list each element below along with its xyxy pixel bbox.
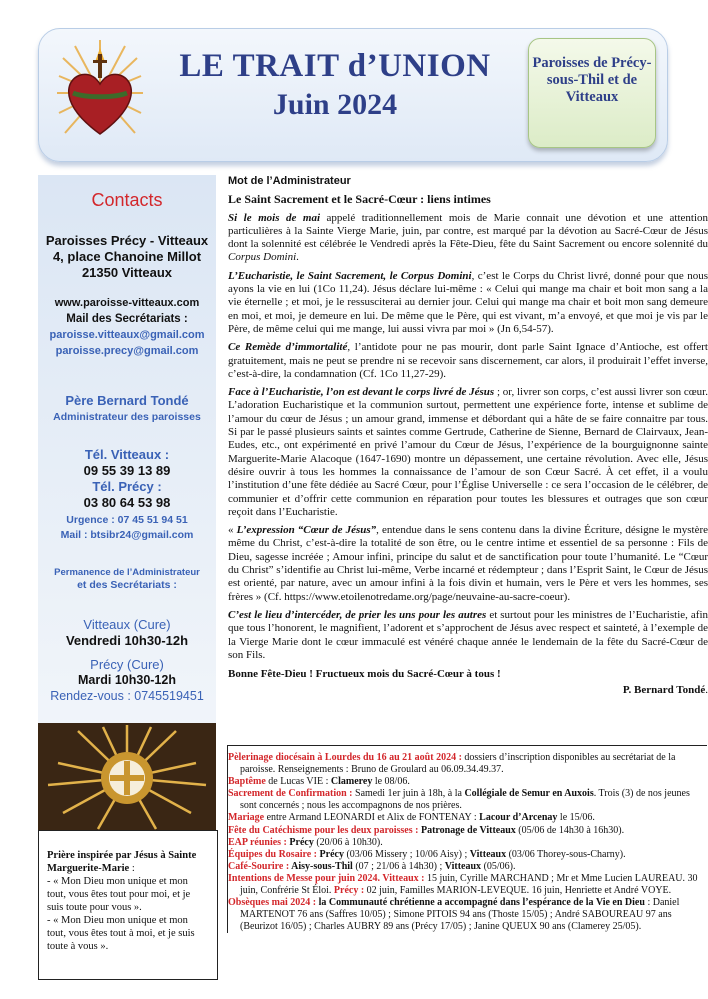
- urgence-phone[interactable]: Urgence : 07 45 51 94 51: [66, 514, 188, 526]
- paragraph-text: , entendue dans le sens contenu dans la divine Écriture, désigne le mystère même du Christ, c’est-à-dire la totalité de son être, ou le centre intime et essentiel de sa personne : Fils de Dieu, sagesse incréée ; Amour infini, principe du salut et de sanctification pour toute l’humanité. Le “Cœur du Christ” s’identifie au Christ lui-même, Verbe incarné et rédempteur ; dans l’Esprit Saint, le Cœur de Jésus est orienté, par nature, avec un amour infini à la fois divin et humain, vers le Père et vers les hommes, ses frères » (Cf. https://www.etoilenotredame.org/page/neuvaine-au-sacre-coeur).: [228, 524, 708, 603]
- notice-end: (03/06 Thorey-sous-Charny).: [506, 848, 626, 860]
- notice-end: . Trois (3) de nos jeunes sont concernés ; nous les accompagnons de nos prières.: [240, 788, 690, 812]
- article-paragraph: [228, 212, 708, 265]
- paragraph-text: et surtout pour les ministres de l’Eucharistie, afin que tous l’honorent, le magnifient, l’adorent et s’approchent de Jésus avec respect et sainteté, à l’exemple de la Vierge Marie dont le cœur immaculé est vénéré chaque année le lendemain de la fête du Sacré-Cœur de son Fils.: [228, 608, 708, 661]
- paragraph-lead: Ce Remède d’immortalité: [228, 341, 348, 354]
- notice-label: Baptême: [228, 776, 266, 788]
- notice-end: 02 juin, Familles MARION-LEVEQUE. 16 juin, Henriette et André VOYE.: [364, 885, 672, 897]
- notice-item: [228, 788, 703, 812]
- notice-item: [228, 837, 703, 849]
- article-paragraph: [228, 386, 708, 519]
- prayer-box: [38, 830, 218, 980]
- notice-item: [228, 861, 703, 873]
- notice-label: Café-Sourire :: [228, 860, 290, 872]
- tel-precy-label: Tél. Précy :: [92, 479, 162, 494]
- parishes-box: [528, 38, 656, 148]
- monstrance-icon: [38, 723, 216, 833]
- notice-label: Pèlerinage diocésain à Lourdes du 16 au 21 août 2024 :: [228, 752, 462, 763]
- precy-hours: Mardi 10h30-12h: [78, 673, 176, 687]
- paragraph-text: , l’antidote pour ne pas mourir, dont parle Saint Ignace d’Antioche, est offert gratuitement, mais ne peut se prendre ni se recevoir sans discernement, car alors, il produirait l’effet inverse, c’est-à-dire, la condamnation (Cf. 1Co 11,27-29).: [228, 341, 708, 380]
- notice-item: [228, 825, 703, 837]
- notice-place: Précy: [286, 836, 314, 848]
- notice-text: entre Armand LEONARDI et Alix de FONTENAY :: [264, 812, 480, 824]
- article-paragraph: [228, 609, 708, 662]
- notice-place: Vitteaux: [469, 848, 507, 860]
- notice-text: (07 ; 21/06 à 14h30) ;: [352, 860, 445, 872]
- notice-end: (20/06 à 10h30).: [313, 836, 383, 848]
- paragraph-italic: Corpus Domini: [228, 251, 297, 264]
- notice-text: 15 juin, Cyrille MARCHAND ; Mr et Mme Lucien LAUREAU. 30 juin, Confrérie St Éloi.: [240, 872, 698, 897]
- notice-place: Vitteaux: [444, 860, 482, 872]
- newsletter-title: LE TRAIT d’UNION: [179, 48, 491, 84]
- closing-line: Bonne Fête-Dieu ! Fructueux mois du Sacré-Cœur à tous !: [228, 668, 501, 681]
- notice-item: [228, 776, 703, 788]
- article-heading: Mot de l’Administrateur: [228, 175, 351, 187]
- priest-email[interactable]: Mail : btsibr24@gmail.com: [60, 529, 194, 541]
- notice-text: (03/06 Missery ; 10/06 Aisy) ;: [343, 848, 470, 860]
- notice-label: Obsèques mai 2024 :: [228, 897, 317, 909]
- notice-item: [228, 897, 703, 933]
- notice-end: (05/06).: [481, 860, 516, 872]
- paragraph-lead: Face à l’Eucharistie, l’on est devant le corps livré de Jésus: [228, 386, 495, 399]
- prayer-title-text: Prière inspirée par Jésus à Sainte Marguerite-Marie: [47, 850, 197, 874]
- paragraph-lead: L’Eucharistie, le Saint Sacrement, le Corpus Domini: [228, 269, 472, 282]
- contact-address: [38, 233, 216, 281]
- article-title: Le Saint Sacrement et le Sacré-Cœur : liens intimes: [228, 192, 491, 207]
- article-paragraph: [228, 341, 708, 381]
- signature-end: .: [705, 684, 708, 697]
- signature: [228, 684, 708, 697]
- rendezvous-phone[interactable]: Rendez-vous : 0745519451: [50, 689, 204, 703]
- paragraph-lead: L’expression “Cœur de Jésus”: [236, 524, 377, 537]
- article-paragraph: [228, 524, 708, 604]
- prayer-line-2: - « Mon Dieu mon unique et mon tout, vous êtes tout à moi, et je suis toute à vous ».: [47, 915, 195, 952]
- notice-item: [228, 873, 703, 897]
- notice-label: Précy :: [333, 885, 365, 897]
- org-name: Paroisses Précy - Vitteaux: [45, 233, 209, 248]
- website-link[interactable]: www.paroisse-vitteaux.com: [54, 297, 200, 309]
- notice-text: de Lucas VIE :: [265, 776, 331, 788]
- notice-end: le 08/06.: [372, 776, 410, 788]
- paragraph-end: .: [296, 251, 299, 264]
- notice-end: (05/06 de 14h30 à 16h30).: [515, 824, 625, 836]
- notice-item: [228, 849, 703, 861]
- notice-label: Fête du Catéchisme pour les deux paroisses :: [228, 824, 419, 836]
- notice-label: Équipes du Rosaire :: [228, 848, 318, 860]
- tel-precy[interactable]: 03 80 64 53 98: [83, 495, 171, 510]
- signature-name: P. Bernard Tondé: [622, 684, 706, 697]
- article: [228, 175, 708, 698]
- notice-place: Aisy-sous-Thil: [289, 860, 353, 872]
- paragraph-lead: C’est le lieu d’intercéder, de prier les uns pour les autres: [228, 608, 487, 621]
- parishes-label: Paroisses de Précy-sous-Thil et de Vitteaux: [532, 55, 652, 105]
- notice-item: [228, 812, 703, 824]
- notice-place: Clamerey: [330, 776, 373, 788]
- notice-label: Mariage: [228, 812, 265, 824]
- vitteaux-cure: Vitteaux (Cure): [83, 617, 171, 632]
- notice-end: le 15/06.: [557, 812, 595, 824]
- notice-end: : Daniel MARTENOT 76 ans (Saffres 10/05) ; Simone PITOIS 94 ans (Thoste 15/05) ; André SABOUREAU 97 ans (Beurizot 16/05) ; Charles AUBRY 89 ans (Précy 17/05) ; Janine QUEUX 90 ans (Clamerey 25/05).: [240, 897, 680, 933]
- notice-label: EAP réunies :: [228, 836, 287, 848]
- paragraph-quote-open: «: [228, 524, 237, 537]
- notice-place: Lacour d’Arcenay: [479, 812, 558, 824]
- permanence-line-1: Permanence de l’Administrateur: [54, 567, 200, 578]
- mail-title: Mail des Secrétariats :: [66, 313, 188, 325]
- permanence-line-2: et des Secrétariats :: [77, 579, 177, 591]
- prayer-title-suffix: :: [129, 863, 135, 874]
- notice-text: Samedi 1er juin à 18h, à la: [352, 788, 465, 800]
- notices-box: [227, 745, 707, 933]
- article-paragraph: [228, 270, 708, 336]
- notice-place: Collégiale de Semur en Auxois: [464, 788, 594, 800]
- priest-name: Père Bernard Tondé: [65, 393, 189, 408]
- address-line-1: 4, place Chanoine Millot: [52, 249, 202, 264]
- notice-place: Patronage de Vitteaux: [418, 824, 516, 836]
- priest-role: Administrateur des paroisses: [53, 411, 201, 423]
- prayer-title: [47, 849, 209, 875]
- paragraph-text: ; or, livrer son corps, c’est aussi livrer son cœur. L’adoration Eucharistique et la communion surtout, permettent une expérience forte, intense et sublime de l’amour du cœur de Jésus ; un amour grand, immense et débordant qui a hâte de se faire connaitre par tous. Si par le passé plusieurs saints et saintes comme Gertrude, Catherine de Sienne, Bernard de Clairvaux, Jean-Eudes, etc., ont expérimenté en privé l’amour du Cœur de Jésus, l’expérience de la bourguignonne sainte Marguerite-Marie Alacoque (1647-1690) montre un dépassement, une certaine révolution. Avec elle, Jésus désire ouvrir à tous les hommes la connaissance de l’amour de son Cœur Sacré. À cet effet, il a voulu l’institution d’une fête dédiée au Sacré Cœur, pour l’Église Universelle : ce sera l’occasion de le célébrer, de communier et d’offrir cette communion en réparation pour toutes les blessures et outrages que son cœur reçoit dans l’Eucharistie.: [228, 386, 708, 518]
- email-precy[interactable]: paroisse.precy@gmail.com: [55, 345, 199, 357]
- precy-cure: Précy (Cure): [90, 657, 164, 672]
- email-vitteaux[interactable]: paroisse.vitteaux@gmail.com: [49, 329, 205, 341]
- tel-vitteaux[interactable]: 09 55 39 13 89: [83, 463, 171, 478]
- tel-vitteaux-label: Tél. Vitteaux :: [84, 447, 170, 462]
- address-line-2: 21350 Vitteaux: [81, 265, 173, 280]
- sacred-heart-icon: [55, 38, 145, 142]
- notice-place: la Communauté chrétienne a accompagné dans l’espérance de la Vie en Dieu: [316, 897, 645, 909]
- contacts-title: Contacts: [91, 190, 163, 210]
- prayer-line-1: - « Mon Dieu mon unique et mon tout, vous êtes tout pour moi, et je suis toute pour vous ».: [47, 876, 191, 913]
- notice-text: dossiers d’inscription disponibles au secrétariat de la paroisse. Renseignements : Bruno de Groulard au 06.09.34.49.37.: [240, 752, 676, 776]
- paragraph-text: , c’est le Corps du Christ livré, donné pour que nous ayons la vie en lui (1Co 11,24). Jésus déclare lui-même : « Celui qui mange ma chair et boit mon sang a la vie éternelle ; et moi, je le ressusciterai au dernier jour. Celui qui mange ma chair et boit mon sang demeure en moi, et moi, je demeure en lui. De même que le Père, qui est vivant, m’a envoyé, et que moi je vis par le Père, de même celui qui me mange, lui aussi vivra par moi » (Jn 6,54-57).: [228, 269, 708, 335]
- vitteaux-hours: Vendredi 10h30-12h: [65, 633, 189, 648]
- notice-place: Précy: [317, 848, 344, 860]
- issue-date: Juin 2024: [272, 88, 398, 121]
- notice-label: Intentions de Messe pour juin 2024. Vitteaux :: [228, 872, 425, 884]
- notice-label: Sacrement de Confirmation :: [228, 788, 353, 800]
- notice-item: [228, 752, 703, 776]
- paragraph-text: appelé traditionnellement mois de Marie connait une dévotion et une attention particulières à la Sainte Vierge Marie, juin, par contre, est marqué par la dévotion au Sacré-Cœur de Jésus dont la solennité est célébrée le Vendredi après la Fête-Dieu, fête du Saint Sacrement ou encore solennité du: [228, 211, 708, 251]
- paragraph-lead: Si le mois de mai: [228, 211, 321, 224]
